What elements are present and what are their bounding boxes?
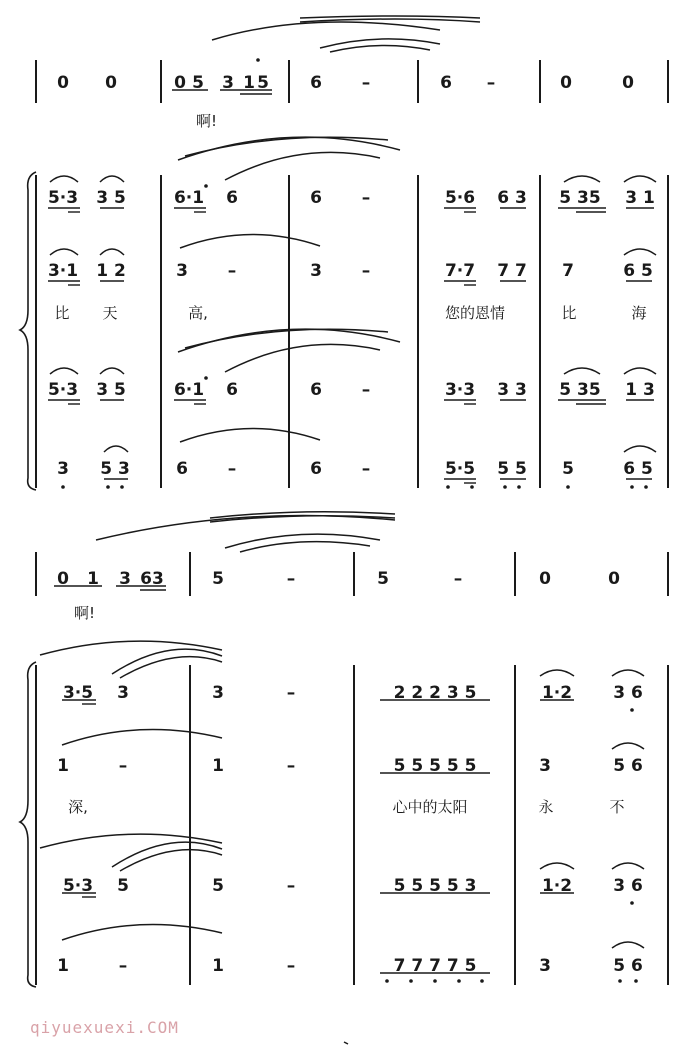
note-cell: 5 5 [497,459,527,479]
note-cell: 5·6 [444,188,476,208]
note-cell: 0 [105,73,117,93]
lyric-text: 啊! [196,112,218,130]
lyric-text: 不 [609,798,625,816]
note-cell: 1 2 [96,261,126,281]
lyric-text: 天 [102,304,118,322]
note-cell: 3 6 [613,876,643,896]
note-cell: 3 [539,956,551,976]
note-cell: 1 [212,956,224,976]
note-cell: – [361,73,371,93]
system-1 [20,16,668,490]
note-cell: 1 [87,569,99,589]
note-cell: 6 5 [623,459,653,479]
note-row-voice-3 [48,380,655,400]
system-brace [20,662,36,987]
note-cell: – [286,956,296,976]
note-cell: 5 [192,73,204,93]
note-cell: 3 [117,683,129,703]
note-cell: 3 [176,261,188,281]
lyric-text: 心中的太阳 [392,798,468,816]
note-cell: 6 [226,188,238,208]
note-cell: 1·2 [541,683,573,703]
note-cell: 6 3 [497,188,527,208]
note-cell: 1 3 [625,380,655,400]
note-cell: 5 [212,876,224,896]
note-cell: 0 [57,73,69,93]
lyric-line [68,798,624,816]
note-cell: 5·3 [47,188,79,208]
note-cell: 5·3 [62,876,94,896]
note-cell: 7 7 7 7 5 [393,956,477,976]
watermark-text: qiyuexuexi.COM [30,1018,179,1037]
octave-dots [61,58,648,489]
note-row-voice-2 [57,756,643,776]
lyric-line [54,304,646,322]
note-cell: 6 5 [623,261,653,281]
note-row-voice-2 [48,261,653,281]
note-cell: 0 [622,73,634,93]
note-row-voice-4 [57,956,643,976]
note-cell: 5 35 [559,188,601,208]
note-cell: – [361,459,371,479]
note-cell: 0 [608,569,620,589]
note-cell: 63 [140,569,164,589]
note-cell: 2 2 2 3 5 [393,683,477,703]
note-cell: 6 [176,459,188,479]
note-cell: 7 7 [497,261,527,281]
note-cell: 0 [560,73,572,93]
note-cell: 3 [310,261,322,281]
lyric-text: 您的恩情 [444,304,506,322]
note-cell: 5 [562,459,574,479]
note-cell: 3·1 [47,261,79,281]
note-cell: – [286,756,296,776]
note-cell: – [453,569,463,589]
note-cell: 7·7 [444,261,476,281]
note-cell: – [361,261,371,281]
note-cell: 3·5 [62,683,94,703]
note-cell: 3 3 [497,380,527,400]
note-cell: 5·5 [444,459,476,479]
lyric-text: 比 [54,304,70,322]
note-cell: 5 [212,569,224,589]
note-cell: 1 [243,73,255,93]
note-cell: 3 1 [625,188,655,208]
note-cell: – [486,73,496,93]
lyric-text: 比 [561,304,577,322]
note-cell: – [286,683,296,703]
lyric-text: 高, [188,304,208,322]
beams [48,90,654,483]
note-cell: 5 5 5 5 3 [393,876,477,896]
note-cell: 5·3 [47,380,79,400]
note-cell: – [118,756,128,776]
note-cell: 0 [174,73,186,93]
note-cell: – [361,380,371,400]
note-cell: 0 [57,569,69,589]
note-cell: 3 [119,569,131,589]
note-cell: 5 6 [613,756,643,776]
note-cell: – [227,261,237,281]
note-cell: – [286,876,296,896]
note-cell: – [286,569,296,589]
lyric-text: 啊! [74,604,96,622]
note-cell: 3 6 [613,683,643,703]
system-brace [20,172,36,490]
note-cell: 3 [539,756,551,776]
note-cell: 3 5 [96,188,126,208]
note-cell: – [227,459,237,479]
note-cell: 6·1 [173,380,205,400]
note-cell: 6 [226,380,238,400]
note-cell: 5 6 [613,956,643,976]
note-cell: 3 5 [96,380,126,400]
note-row-solo [57,73,634,93]
note-cell: 6·1 [173,188,205,208]
note-row-voice-1 [48,188,655,208]
note-cell: – [361,188,371,208]
note-cell: 1 [57,756,69,776]
note-row-voice-4 [57,459,653,479]
system-2 [20,512,668,987]
octave-dots [385,708,638,983]
note-cell: 6 [440,73,452,93]
lyric-text: 深, [68,798,88,816]
lyric-text: 永 [538,798,554,816]
note-cell: 5 [117,876,129,896]
note-cell: 0 [539,569,551,589]
note-cell: 5 5 5 5 5 [393,756,477,776]
note-cell: 5 35 [559,380,601,400]
note-cell: 1·2 [541,876,573,896]
note-cell: 5 3 [100,459,130,479]
note-cell: 7 [562,261,574,281]
note-cell: 3 [222,73,234,93]
note-cell: 1 [57,956,69,976]
lyric-text: 海 [631,304,647,322]
note-cell: – [118,956,128,976]
note-cell: 3·3 [444,380,476,400]
note-cell: 6 [310,188,322,208]
beams [54,586,574,973]
note-cell: 5 [377,569,389,589]
note-cell: 1 [212,756,224,776]
note-cell: 3 [57,459,69,479]
note-cell: 6 [310,459,322,479]
note-cell: 5 [257,73,269,93]
note-cell: 6 [310,73,322,93]
note-cell: 6 [310,380,322,400]
stray-mark [344,1042,348,1044]
note-cell: 3 [212,683,224,703]
